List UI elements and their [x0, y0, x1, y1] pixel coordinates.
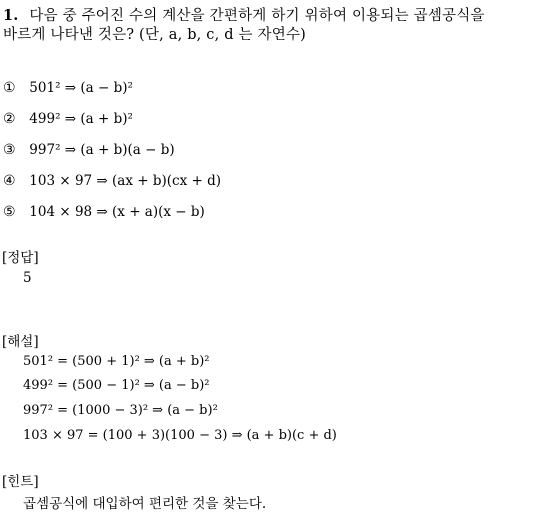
choice-expr: 997² ⇒ (a + b)(a − b)	[29, 142, 175, 158]
choice-3	[3, 142, 175, 158]
choice-4	[3, 173, 221, 189]
explanation-line-3: 997² = (1000 − 3)² ⇒ (a − b)²	[23, 403, 218, 418]
hint-text: 곱셈공식에 대입하여 편리한 것을 찾는다.	[23, 496, 267, 512]
answer-label: [정답]	[2, 250, 39, 266]
explanation-line-2: 499² = (500 − 1)² ⇒ (a − b)²	[23, 378, 210, 393]
explanation-line-4: 103 × 97 = (100 + 3)(100 − 3) ⇒ (a + b)(c + d)	[23, 428, 337, 443]
explanation-label: [해설]	[2, 334, 39, 350]
hint-label: [힌트]	[2, 474, 39, 490]
choice-mark: ①	[3, 80, 16, 96]
choice-expr: 103 × 97 ⇒ (ax + b)(cx + d)	[29, 173, 222, 189]
choice-expr: 104 × 98 ⇒ (x + a)(x − b)	[29, 204, 205, 220]
answer-value: 5	[23, 270, 32, 286]
choice-mark: ⑤	[3, 204, 16, 220]
question-line-1	[3, 4, 485, 25]
choice-5	[3, 204, 205, 220]
choice-mark: ②	[3, 111, 16, 127]
question-number: 1.	[3, 7, 19, 24]
choice-2	[3, 111, 133, 127]
question-text-1: 다음 중 주어진 수의 계산을 간편하게 하기 위하여 이용되는 곱셈공식을	[29, 8, 485, 24]
choice-1	[3, 80, 133, 96]
choice-mark: ③	[3, 142, 16, 158]
explanation-line-1: 501² = (500 + 1)² ⇒ (a + b)²	[23, 354, 210, 369]
choice-expr: 499² ⇒ (a + b)²	[29, 111, 133, 127]
choice-expr: 501² ⇒ (a − b)²	[29, 80, 133, 96]
question-text-2: 바르게 나타낸 것은? (단, a, b, c, d 는 자연수)	[3, 27, 307, 43]
choice-mark: ④	[3, 173, 16, 189]
